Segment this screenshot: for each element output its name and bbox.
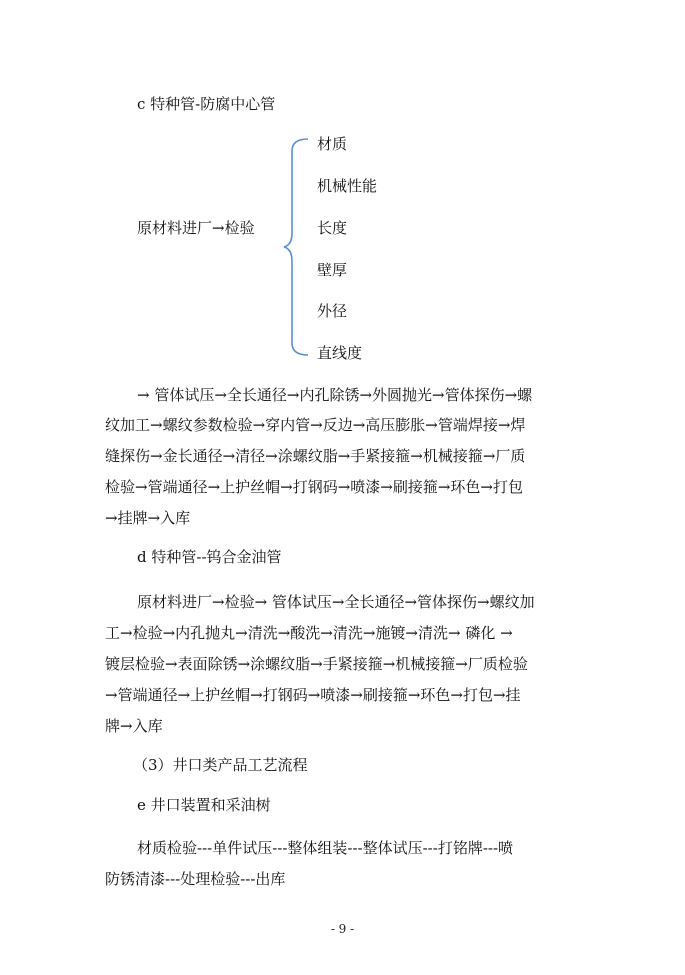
section-d-heading: d 特种管--钨合金油管 bbox=[137, 548, 282, 566]
diagram-item-material: 材质 bbox=[317, 135, 348, 153]
diagram-item-straightness: 直线度 bbox=[317, 344, 363, 362]
d-process-line-3: 镀层检验→表面除锈→涂螺纹脂→手紧接箍→机械接箍→厂质检验 bbox=[105, 655, 528, 673]
e-process-line-2: 防锈清漆---处理检验---出库 bbox=[105, 870, 286, 888]
c-process-line-4: 检验→管端通径→上护丝帽→打钢码→喷漆→刷接箍→环色→打包 bbox=[105, 478, 523, 496]
curly-brace-icon bbox=[282, 137, 312, 357]
section-e-heading: e 井口装置和采油树 bbox=[137, 796, 271, 814]
c-process-line-1: → 管体试压→全长通径→内孔除锈→外圆抛光→管体探伤→螺 bbox=[137, 386, 533, 404]
c-process-line-2: 纹加工→螺纹参数检验→穿内管→反边→高压膨胀→管端焊接→焊 bbox=[105, 416, 526, 434]
diagram-item-length: 长度 bbox=[317, 219, 348, 237]
page-number: - 9 - bbox=[330, 922, 355, 936]
diagram-item-mechanical: 机械性能 bbox=[317, 177, 378, 195]
e-process-line-1: 材质检验---单件试压---整体组装---整体试压---打铭牌---喷 bbox=[137, 839, 514, 857]
c-process-line-3: 缝探伤→金长通径→清径→涂螺纹脂→手紧接箍→机械接箍→厂质 bbox=[105, 447, 526, 465]
d-process-line-1: 原材料进厂→检验→ 管体试压→全长通径→管体探伤→螺纹加 bbox=[137, 593, 535, 611]
section-c-heading: c 特种管-防腐中心管 bbox=[137, 95, 276, 113]
d-process-line-2: 工→检验→内孔抛丸→清洗→酸洗→清洗→施镀→清洗→ 磷化 → bbox=[105, 624, 513, 642]
diagram-item-wall-thickness: 壁厚 bbox=[317, 261, 348, 279]
c-process-line-5: →挂牌→入库 bbox=[105, 509, 191, 527]
diagram-item-outer-diameter: 外径 bbox=[317, 302, 348, 320]
d-process-line-5: 牌→入库 bbox=[105, 717, 163, 735]
diagram-left-label: 原材料进厂→检验 bbox=[137, 219, 255, 237]
d-process-line-4: →管端通径→上护丝帽→打钢码→喷漆→刷接箍→环色→打包→挂 bbox=[105, 686, 521, 704]
subsection-3-heading: （3）井口类产品工艺流程 bbox=[133, 756, 308, 774]
